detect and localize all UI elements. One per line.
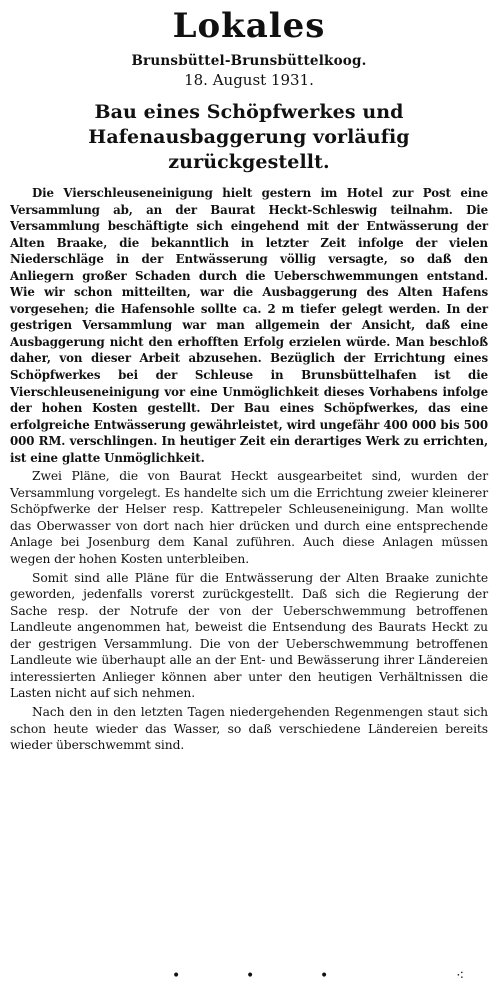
paragraph-1: Die Vierschleuseneinigung hielt gestern im Hotel zur Post eine Versammlung ab, an der Baurat Heckt-Schleswig teilnahm. Die Versammlung beschäftigte sich eingehend mit der Entwässerung der Alten Braake, die bekanntlich in letzter Zeit infolge der vielen Niederschläge in der Entwässerung völlig versagte, so daß den Anliegern großer Schaden durch die Ueberschwemmungen entstand. Wie wir schon mitteilten, war die Ausbaggerung des Alten Hafens vorgesehen; die Hafensohle sollte ca. 2 m tiefer gelegt werden. In der gestrigen Versammlung war man allgemein der Ansicht, daß eine Ausbaggerung nicht den erhofften Erfolg erzielen würde. Man beschloß daher, von dieser Arbeit abzusehen. Bezüglich der Errichtung eines Schöpfwerkes bei der Schleuse in Brunsbüttelhafen ist die Vierschleuseneinigung vor eine Unmöglichkeit dieses Vorhabens infolge der hohen Kosten gestellt. Der Bau eines Schöpfwerkes, das eine erfolgreiche Entwässerung gewährleistet, wird ungefähr 400 000 bis 500 000 RM. verschlingen. In heutiger Zeit ein derartiges Werk zu errichten, ist eine glatte Unmöglichkeit.	[10, 186, 488, 465]
ornament-dot-3: •	[320, 968, 329, 984]
ornament-dot-1: •	[172, 968, 181, 984]
paragraph-3: Somit sind alle Pläne für die Entwässerung der Alten Braake zunichte geworden, jedenfalls vorerst zurückgestellt. Daß sich die Regierung der Sache resp. der Notrufe der von der Ueberschwemmung betroffenen Landleute angenommen hat, beweist die Entsendung des Baurats Heckt zu der gestrigen Versammlung. Die von der Ueberschwemmung betroffenen Landleute wie überhaupt alle an der Ent- und Bewässerung ihrer Ländereien interessierten Anlieger können aber unter den heutigen Verhältnissen die Lasten nicht auf sich nehmen.	[10, 570, 488, 701]
headline-line-1: Bau eines Schöpfwerkes und	[94, 101, 404, 123]
headline-line-2: Hafenausbaggerung vorläufig zurückgestellt.	[88, 126, 410, 173]
ornament-dot-2: •	[246, 968, 255, 984]
end-ornaments	[0, 968, 498, 984]
ornament-cluster: ⁖	[456, 968, 465, 984]
section-title: Lokales	[172, 6, 326, 46]
date-line: 18. August 1931.	[184, 71, 314, 89]
paragraph-4: Nach den in den letzten Tagen niedergehenden Regenmengen staut sich schon heute wieder das Wasser, so daß verschiedene Ländereien bereits wieder überschwemmt sind.	[10, 704, 488, 753]
paragraph-2: Zwei Pläne, die von Baurat Heckt ausgearbeitet sind, wurden der Versammlung vorgelegt. Es handelte sich um die Errichtung zweier kleinerer Schöpfwerke der Helser resp. Kattrepeler Schleuseneinigung. Man wollte das Oberwasser von dort nach hier drücken und durch eine entsprechende Anlage bei Josenburg dem Kanal zuführen. Auch diese Anlagen müssen wegen der hohen Kosten unterbleiben.	[10, 469, 488, 567]
article-body	[10, 185, 488, 754]
article-headline	[10, 100, 488, 175]
place-line: Brunsbüttel-Brunsbüttelkoog.	[131, 53, 367, 69]
